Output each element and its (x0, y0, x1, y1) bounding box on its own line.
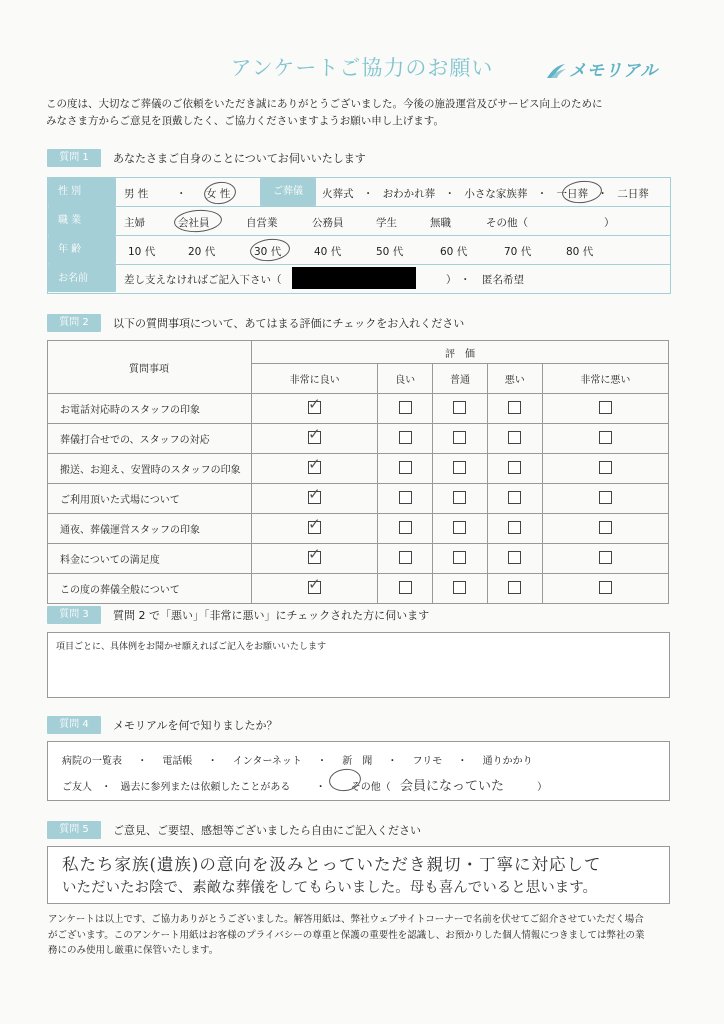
q2-text: 以下の質問事項について、あてはまる評価にチェックをお入れください (113, 317, 465, 330)
separator-dot: ・ (457, 756, 468, 767)
handwritten-circle-mark (173, 208, 222, 233)
rating-checkbox[interactable] (308, 544, 321, 564)
rating-checkbox[interactable] (453, 461, 466, 474)
rating-checkbox[interactable] (308, 514, 321, 534)
age-30s[interactable]: 30 代 (254, 246, 282, 258)
page-title: アンケートご協力のお願い (230, 56, 494, 80)
q5-label: 質問 5 (47, 821, 101, 839)
rating-checkbox[interactable] (453, 521, 466, 534)
rating-cell (542, 394, 668, 424)
rating-cell (252, 424, 378, 454)
rating-question: 料金についての満足度 (48, 544, 252, 574)
separator-dot: ・ (362, 188, 374, 200)
rating-row (48, 394, 669, 424)
age-50s[interactable]: 50 代 (376, 246, 404, 258)
rating-checkbox[interactable] (453, 401, 466, 414)
check-mark-icon: ✓ (308, 544, 321, 563)
q3-text: 質問 2 で「悪い」「非常に悪い」にチェックされた方に伺います (113, 609, 430, 622)
rating-question: 葬儀打合せでの、スタッフの対応 (48, 424, 252, 454)
handwritten-circle-mark (203, 180, 238, 206)
rating-checkbox[interactable] (508, 521, 521, 534)
source-internet[interactable]: インターネット (232, 756, 302, 767)
age-40s[interactable]: 40 代 (314, 246, 342, 258)
rating-cell (487, 424, 542, 454)
rating-row (48, 484, 669, 514)
source-other-close: ） (537, 782, 548, 793)
rating-cell (378, 454, 433, 484)
rating-checkbox[interactable] (399, 551, 412, 564)
name-row (48, 265, 670, 293)
separator-dot: ・ (387, 756, 398, 767)
separator-dot: ・ (597, 188, 608, 200)
rating-cell (252, 454, 378, 484)
job-label: 職 業 (48, 207, 116, 235)
intro-line: この度は、大切なご葬儀のご依頼をいただき誠にありがとうございました。今後の施設運営及びサービス向上のために (46, 98, 603, 110)
gender-row (48, 178, 670, 207)
source-friend[interactable]: ご友人 (62, 782, 92, 793)
job-housewife[interactable]: 主婦 (124, 217, 145, 229)
intro-text (46, 96, 686, 130)
separator-dot: ・ (176, 188, 187, 200)
rating-cell (433, 484, 488, 514)
separator-dot: ・ (315, 782, 326, 793)
q2-label: 質問 2 (47, 314, 101, 332)
rating-cell (487, 514, 542, 544)
rating-cell (252, 574, 378, 604)
footer-line: 務にのみ使用し厳重に保管いたします。 (48, 945, 219, 956)
q4-text: メモリアルを何で知りましたか？ (113, 719, 278, 732)
rating-checkbox[interactable] (308, 454, 321, 474)
q1-table (47, 177, 671, 294)
rating-question: ご利用頂いた式場について (48, 484, 252, 514)
separator-dot: ・ (137, 756, 148, 767)
age-20s[interactable]: 20 代 (188, 246, 216, 258)
rating-checkbox[interactable] (453, 491, 466, 504)
rating-question: 搬送、お迎え、安置時のスタッフの印象 (48, 454, 252, 484)
q4-line1 (62, 752, 533, 767)
rating-question: この度の葬儀全般について (48, 574, 252, 604)
footer-note (48, 912, 678, 959)
rating-checkbox[interactable] (399, 521, 412, 534)
rating-normal-header: 普通 (433, 364, 488, 394)
rating-checkbox[interactable] (453, 551, 466, 564)
rating-checkbox[interactable] (599, 491, 612, 504)
rating-checkbox[interactable] (453, 431, 466, 444)
funeral-two-day[interactable]: 二日葬 (617, 188, 649, 200)
job-employee[interactable]: 会社員 (178, 217, 210, 229)
rating-cell (542, 424, 668, 454)
q5-text: ご意見、ご要望、感想等ございましたら自由にご記入ください (113, 824, 421, 837)
rating-cell (378, 574, 433, 604)
rating-cell (252, 394, 378, 424)
rating-row (48, 454, 669, 484)
separator-dot: ・ (101, 782, 112, 793)
anonymous-option[interactable]: 匿名希望 (482, 274, 524, 286)
rating-cell (378, 394, 433, 424)
intro-line: みなさま方からご意見を頂戴したく、ご協力くださいますようお願い申し上げます。 (46, 115, 444, 127)
rating-checkbox[interactable] (508, 401, 521, 414)
job-unemployed[interactable]: 無職 (430, 217, 451, 229)
source-past-attendance[interactable]: 過去に参列または依頼したことがある (120, 782, 291, 793)
job-row (48, 207, 670, 236)
rating-bad-header: 悪い (487, 364, 542, 394)
rating-cell (252, 514, 378, 544)
separator-dot: ・ (460, 274, 471, 286)
rating-body (48, 394, 669, 604)
separator-dot: ・ (536, 188, 548, 200)
rating-checkbox[interactable] (308, 574, 321, 594)
job-civil-servant[interactable]: 公務員 (312, 217, 344, 229)
age-80s[interactable]: 80 代 (566, 246, 594, 258)
separator-dot: ・ (207, 756, 218, 767)
check-mark-icon: ✓ (308, 484, 321, 503)
rating-row (48, 514, 669, 544)
rating-cell (542, 574, 668, 604)
rating-cell (433, 454, 488, 484)
check-mark-icon: ✓ (308, 574, 321, 593)
funeral-label: ご葬儀 (260, 178, 316, 206)
separator-dot: ・ (317, 756, 328, 767)
check-mark-icon: ✓ (308, 514, 321, 533)
footer-line: アンケートは以上です、ご協力ありがとうございました。解答用紙は、弊社ウェブサイトコーナーで名前を伏せてご紹介させていただく場合 (48, 914, 644, 925)
rating-row (48, 574, 669, 604)
rating-checkbox[interactable] (399, 431, 412, 444)
rating-cell (433, 394, 488, 424)
funeral-kasou[interactable]: 火葬式 (322, 188, 354, 200)
q5-answer-box[interactable] (47, 846, 670, 904)
rating-cell (542, 454, 668, 484)
name-prompt: 差し支えなければご記入下さい（ (124, 274, 282, 286)
check-mark-icon: ✓ (308, 394, 321, 413)
rating-header-row (48, 341, 669, 364)
rating-cell (252, 544, 378, 574)
source-other-answer: 会員になっていた (399, 779, 504, 794)
rating-cell (433, 544, 488, 574)
funeral-one-day[interactable]: 一日葬 (556, 188, 589, 200)
rating-cell (378, 544, 433, 574)
rating-cell (433, 574, 488, 604)
name-label: お名前 (48, 265, 116, 292)
job-self-employed[interactable]: 自営業 (246, 217, 278, 229)
rating-row (48, 544, 669, 574)
rating-cell (487, 394, 542, 424)
age-70s[interactable]: 70 代 (504, 246, 532, 258)
rating-table (47, 340, 669, 604)
separator-dot: ・ (444, 188, 456, 200)
q4-label: 質問 4 (47, 716, 101, 734)
footer-line: がございます。このアンケート用紙はお客様のプライバシーの尊重と保護の重要性を認識し、お預かりした個人情報につきましては弊社の業 (48, 929, 645, 941)
source-phonebook[interactable]: 電話帳 (162, 756, 193, 767)
funeral-small-family[interactable]: 小さな家族葬 (464, 188, 528, 200)
rating-cell (378, 484, 433, 514)
age-label: 年 齢 (48, 236, 116, 264)
q3-label: 質問 3 (47, 606, 101, 624)
rating-cell (487, 544, 542, 574)
rating-question: お電話対応時のスタッフの印象 (48, 394, 252, 424)
rating-checkbox[interactable] (453, 581, 466, 594)
rating-row (48, 424, 669, 454)
q1-text: あなたさまご自身のことについてお伺いいたします (113, 152, 366, 165)
rating-checkbox[interactable] (508, 431, 521, 444)
rating-question: 通夜、葬儀運営スタッフの印象 (48, 514, 252, 544)
q5-answer-line2: いただいたお陰で、素敵な葬儀をしてもらいました。母も喜んでいると思います。 (62, 880, 598, 896)
funeral-owakare[interactable]: おわかれ葬 (382, 188, 436, 200)
source-passing-by[interactable]: 通りかかり (482, 756, 533, 767)
rating-checkbox[interactable] (599, 581, 612, 594)
gender-male[interactable]: 男 性 (124, 188, 149, 200)
job-other-close: ） (604, 217, 615, 229)
gender-label: 性 別 (48, 178, 116, 206)
rating-good-header: 良い (378, 364, 433, 394)
rating-checkbox[interactable] (508, 491, 521, 504)
age-10s[interactable]: 10 代 (128, 246, 156, 258)
rating-very-bad-header: 非常に悪い (542, 364, 668, 394)
name-close: ） (446, 274, 457, 286)
rating-cell (542, 544, 668, 574)
rating-cell (378, 424, 433, 454)
q3-answer-box[interactable] (47, 632, 670, 698)
rating-checkbox[interactable] (399, 491, 412, 504)
logo-text: メモリアル (569, 61, 659, 81)
rating-cell (542, 484, 668, 514)
rating-checkbox[interactable] (399, 401, 412, 414)
rating-cell (487, 454, 542, 484)
q4-options-box (47, 741, 670, 801)
rating-cell (487, 574, 542, 604)
rating-checkbox[interactable] (599, 551, 612, 564)
rating-cell (252, 484, 378, 514)
rating-cell (378, 514, 433, 544)
rating-checkbox[interactable] (599, 431, 612, 444)
source-newspaper[interactable]: 新 聞 (342, 756, 373, 767)
logo-wing-icon (545, 62, 567, 80)
gender-female[interactable]: 女 性 (206, 188, 231, 200)
handwritten-circle-mark (249, 237, 291, 263)
rating-checkbox[interactable] (308, 394, 321, 414)
age-row (48, 236, 670, 265)
col-item-header: 質問事項 (48, 341, 252, 394)
company-logo (545, 56, 658, 81)
q5-answer-line1: 私たち家族(遺族)の意向を汲みとっていただき親切・丁寧に対応して (62, 855, 602, 874)
name-redaction (292, 267, 416, 289)
rating-checkbox[interactable] (399, 581, 412, 594)
handwritten-circle-mark (561, 179, 603, 205)
source-hospital-list[interactable]: 病院の一覧表 (62, 756, 122, 767)
rating-checkbox[interactable] (308, 424, 321, 444)
rating-checkbox[interactable] (508, 551, 521, 564)
job-other[interactable]: その他（ (486, 217, 528, 229)
rating-cell (542, 514, 668, 544)
rating-checkbox[interactable] (508, 461, 521, 474)
rating-checkbox[interactable] (308, 484, 321, 504)
q4-line2 (62, 775, 547, 794)
source-flyer[interactable]: フリモ (412, 756, 443, 767)
rating-very-good-header: 非常に良い (252, 364, 378, 394)
rating-checkbox[interactable] (599, 401, 612, 414)
rating-checkbox[interactable] (599, 521, 612, 534)
q3-box-prompt: 項目ごとに、具体例をお聞かせ願えればご記入をお願いいたします (56, 642, 327, 652)
rating-cell (433, 424, 488, 454)
rating-checkbox[interactable] (599, 461, 612, 474)
job-student[interactable]: 学生 (376, 217, 397, 229)
rating-checkbox[interactable] (399, 461, 412, 474)
rating-checkbox[interactable] (508, 581, 521, 594)
source-other[interactable]: その他（ (350, 782, 391, 793)
col-eval-header: 評 価 (252, 341, 669, 364)
check-mark-icon: ✓ (308, 454, 321, 473)
age-60s[interactable]: 60 代 (440, 246, 468, 258)
check-mark-icon: ✓ (308, 424, 321, 443)
q1-label: 質問 1 (47, 149, 101, 167)
rating-cell (487, 484, 542, 514)
rating-cell (433, 514, 488, 544)
